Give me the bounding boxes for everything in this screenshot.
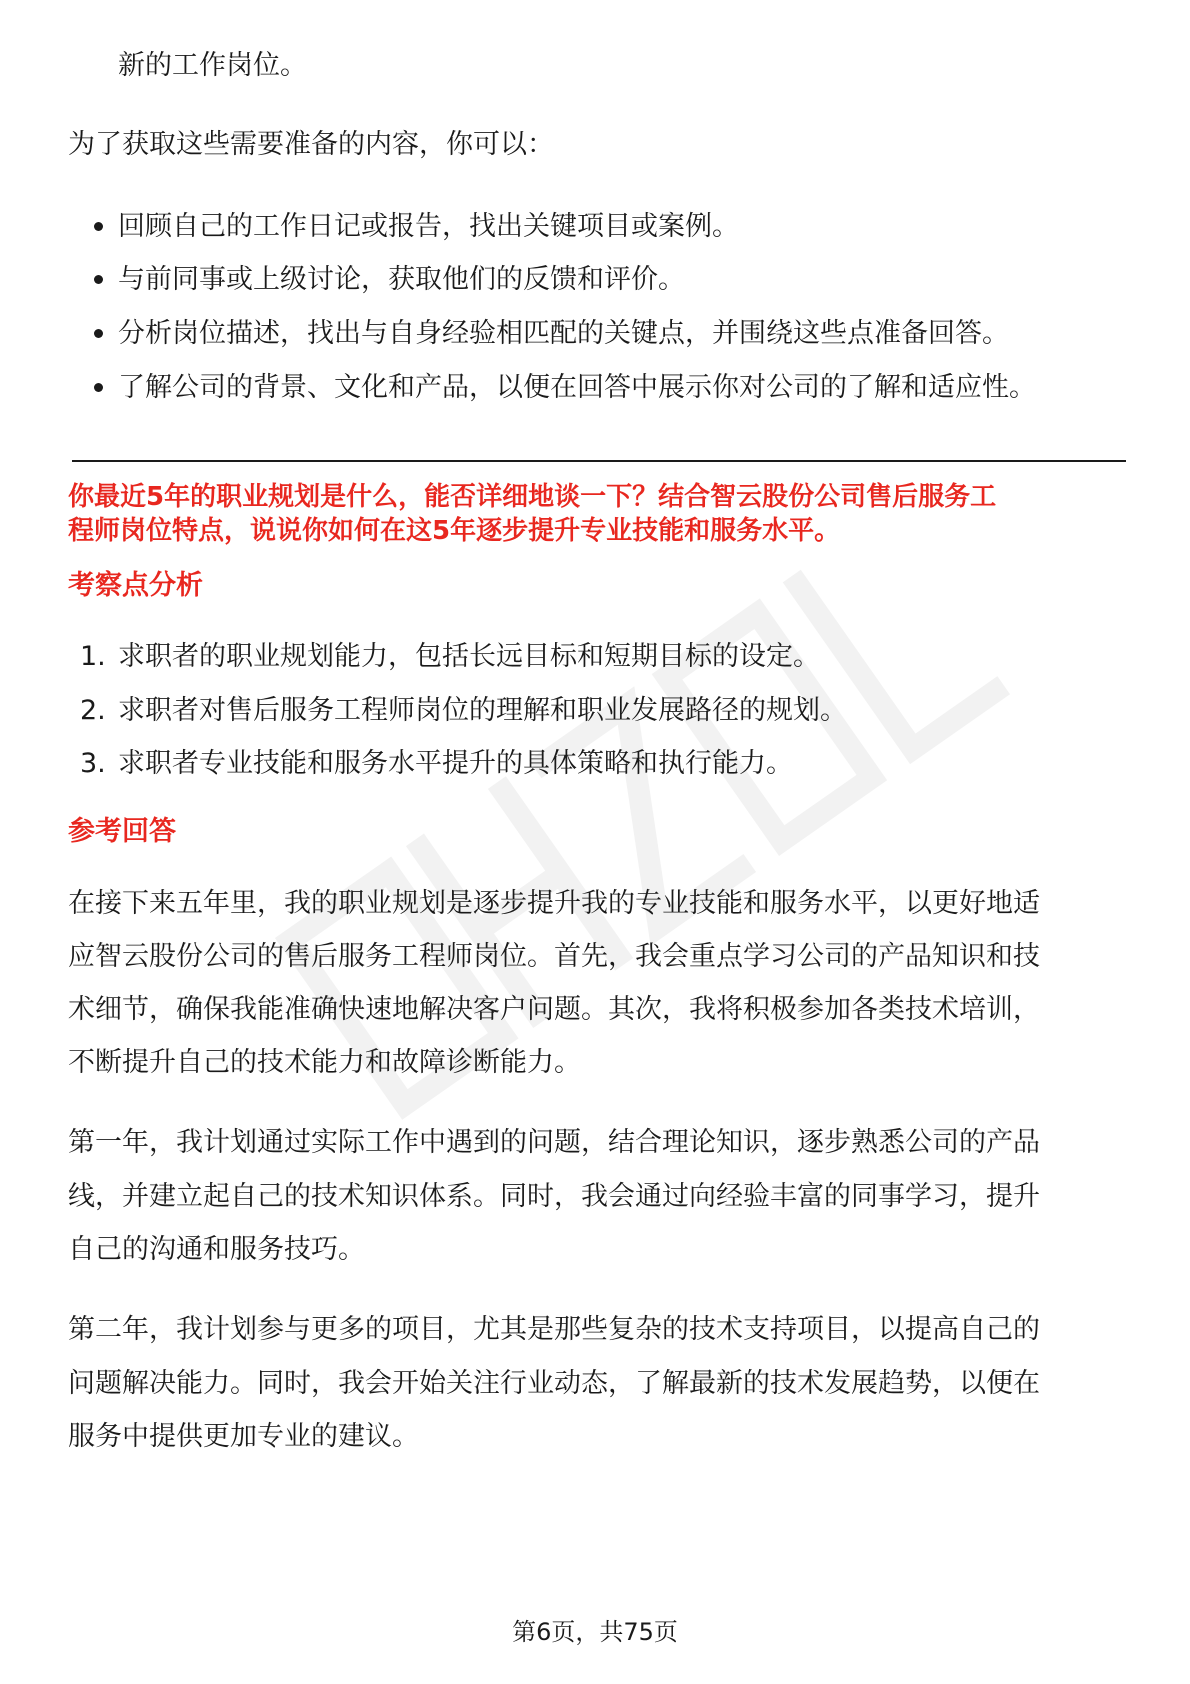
- paragraph-line: 问题解决能力。同时，我会开始关注行业动态，了解最新的技术发展趋势，以便在: [68, 1368, 1040, 1399]
- paragraph-line: 术细节，确保我能准确快速地解决客户问题。其次，我将积极参加各类技术培训，: [68, 994, 1040, 1025]
- paragraph-line: 自己的沟通和服务技巧。: [68, 1234, 365, 1265]
- bullet-icon: [94, 222, 103, 231]
- paragraph-line: 服务中提供更加专业的建议。: [68, 1421, 419, 1452]
- paragraph-line: 不断提升自己的技术能力和故障诊断能力。: [68, 1047, 581, 1078]
- list-item-number: 2.: [80, 695, 106, 726]
- list-item-text: 分析岗位描述，找出与自身经验相匹配的关键点，并围绕这些点准备回答。: [118, 318, 1009, 349]
- list-item-text: 求职者的职业规划能力，包括长远目标和短期目标的设定。: [118, 641, 820, 672]
- analysis-heading: 考察点分析: [68, 570, 203, 601]
- list-item-number: 1.: [80, 641, 106, 672]
- paragraph-line: 线，并建立起自己的技术知识体系。同时，我会通过向经验丰富的同事学习，提升: [68, 1181, 1040, 1212]
- list-item-number: 3.: [80, 748, 106, 779]
- paragraph-line: 在接下来五年里，我的职业规划是逐步提升我的专业技能和服务水平，以更好地适: [68, 888, 1040, 919]
- list-item-text: 回顾自己的工作日记或报告，找出关键项目或案例。: [118, 211, 739, 242]
- intro-text: 为了获取这些需要准备的内容，你可以：: [68, 129, 554, 160]
- question-line-1: 你最近5年的职业规划是什么，能否详细地谈一下？结合智云股份公司售后服务工: [68, 482, 997, 512]
- paragraph-line: 第二年，我计划参与更多的项目，尤其是那些复杂的技术支持项目，以提高自己的: [68, 1314, 1040, 1345]
- page-number-footer: 第6页，共75页: [512, 1618, 678, 1646]
- list-item-text: 了解公司的背景、文化和产品，以便在回答中展示你对公司的了解和适应性。: [118, 372, 1036, 403]
- continued-line: 新的工作岗位。: [118, 50, 307, 81]
- list-item-text: 求职者专业技能和服务水平提升的具体策略和执行能力。: [118, 748, 793, 779]
- paragraph-line: 应智云股份公司的售后服务工程师岗位。首先，我会重点学习公司的产品知识和技: [68, 941, 1040, 972]
- bullet-icon: [94, 383, 103, 392]
- list-item-text: 求职者对售后服务工程师岗位的理解和职业发展路径的规划。: [118, 695, 847, 726]
- question-line-2: 程师岗位特点，说说你如何在这5年逐步提升专业技能和服务水平。: [68, 516, 841, 546]
- bullet-icon: [94, 275, 103, 284]
- answer-heading: 参考回答: [68, 816, 176, 847]
- list-item-text: 与前同事或上级讨论，获取他们的反馈和评价。: [118, 264, 685, 295]
- bullet-icon: [94, 329, 103, 338]
- section-divider: [72, 460, 1126, 462]
- paragraph-line: 第一年，我计划通过实际工作中遇到的问题，结合理论知识，逐步熟悉公司的产品: [68, 1127, 1040, 1158]
